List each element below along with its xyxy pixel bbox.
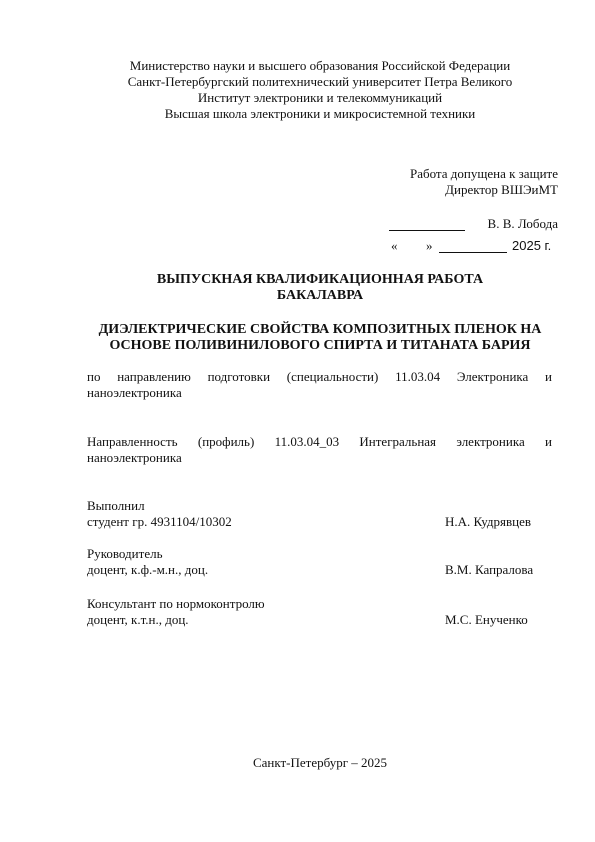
school-line: Высшая школа электроники и микросистемной техники — [164, 106, 476, 121]
norm-control-position: доцент, к.т.н., доц. — [87, 612, 189, 627]
training-profile — [87, 434, 552, 466]
director-position: Директор ВШЭиМТ — [445, 182, 558, 197]
supervisor-position: доцент, к.ф.-м.н., доц. — [87, 562, 209, 577]
month-blank — [439, 238, 507, 253]
institute-line: Институт электроники и телекоммуникаций — [197, 90, 443, 105]
norm-control-block — [87, 596, 538, 628]
ministry-line: Министерство науки и высшего образования Российской Федерации — [129, 58, 511, 73]
training-direction — [87, 369, 552, 401]
university-line: Санкт-Петербургский политехнический университет Петра Великого — [127, 74, 513, 89]
quote-open: « — [391, 238, 398, 253]
norm-control-name: М.С. Енученко — [445, 612, 528, 627]
supervisor-name: В.М. Капралова — [445, 562, 534, 577]
thesis-type-title — [0, 272, 595, 304]
admitted-label: Работа допущена к защите — [409, 166, 558, 181]
direction-line1: по направлению подготовки (специальности) 11.03.04 Электроника и — [87, 369, 552, 384]
thesis-type-line1: ВЫПУСКНАЯ КВАЛИФИКАЦИОННАЯ РАБОТА — [156, 272, 484, 287]
thesis-topic-line2: ОСНОВЕ ПОЛИВИНИЛОВОГО СПИРТА И ТИТАНАТА БАРИЯ — [109, 338, 531, 353]
thesis-type-line2: БАКАЛАВРА — [276, 288, 364, 303]
supervisor-block — [87, 546, 538, 578]
performer-role: Выполнил — [87, 498, 145, 513]
performer-block — [87, 498, 538, 530]
signature-blank — [389, 216, 465, 231]
profile-line2: наноэлектроника — [87, 450, 182, 465]
director-name: В. В. Лобода — [487, 216, 558, 231]
supervisor-role: Руководитель — [87, 546, 163, 561]
thesis-topic — [0, 322, 595, 354]
quote-close: » — [426, 238, 433, 253]
direction-line2: наноэлектроника — [87, 385, 182, 400]
profile-line1: Направленность (профиль) 11.03.04_03 Интегральная электроника и — [87, 434, 552, 449]
thesis-topic-line1: ДИЭЛЕКТРИЧЕСКИЕ СВОЙСТВА КОМПОЗИТНЫХ ПЛЕНОК НА — [98, 322, 542, 337]
approval-year: 2025 г. — [512, 238, 552, 253]
institution-header — [0, 58, 595, 122]
performer-position: студент гр. 4931104/10302 — [87, 514, 232, 529]
approval-block — [410, 166, 558, 198]
performer-name: Н.А. Кудрявцев — [445, 514, 531, 529]
norm-control-role: Консультант по нормоконтролю — [87, 596, 265, 611]
city-year-footer: Санкт-Петербург – 2025 — [252, 755, 388, 770]
